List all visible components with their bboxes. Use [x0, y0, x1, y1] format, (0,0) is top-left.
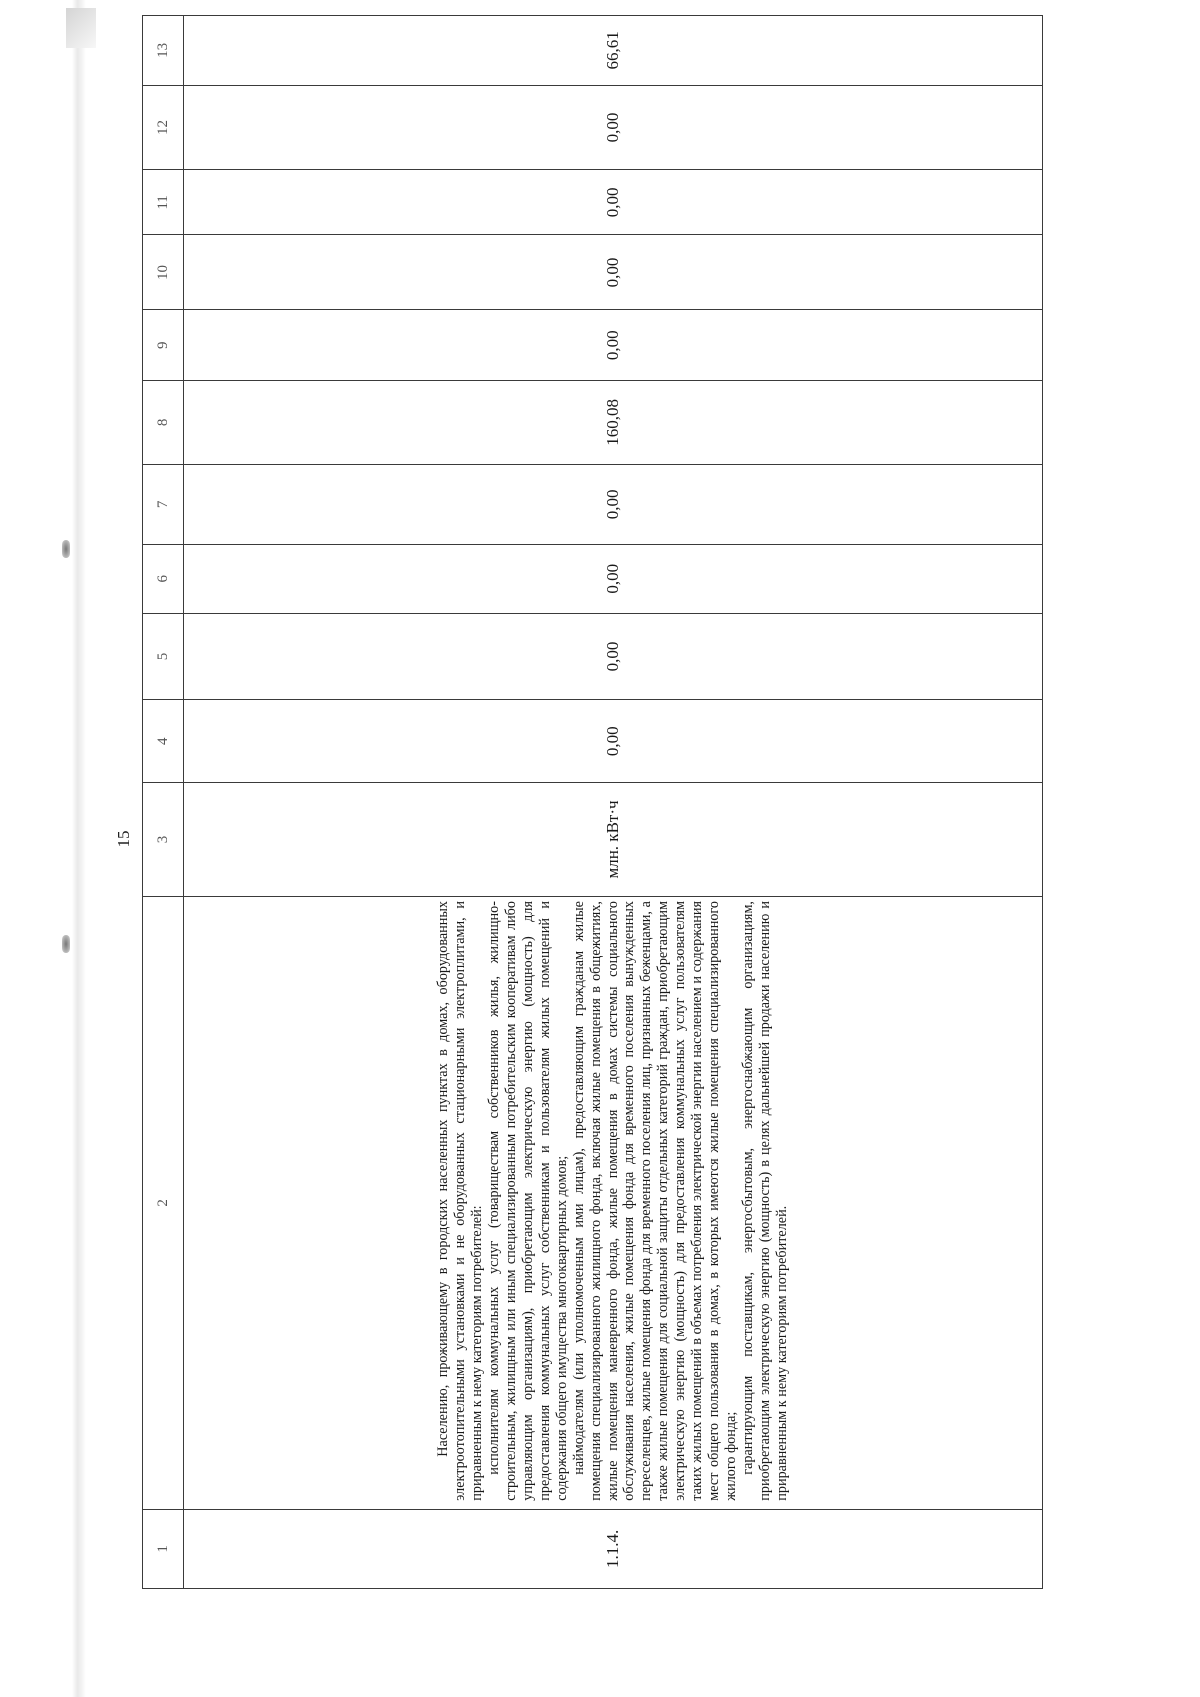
column-header: 11 [143, 170, 184, 235]
column-header: 7 [143, 464, 184, 544]
value-text: 0,00 [603, 330, 622, 361]
row-code: 1.1.4. [184, 1509, 1043, 1588]
column-header: 9 [143, 310, 184, 381]
column-header: 3 [143, 782, 184, 896]
table-row [184, 16, 1043, 1589]
table-header-row [143, 16, 184, 1589]
value-cell [184, 85, 1043, 170]
description-paragraph: Населению, проживающему в городских населенных пунктах в домах, оборудованных электроотопительными установками и не оборудованных стационарными электроплитами, и приравненным к нему категориям потребителей: [435, 901, 486, 1501]
value-text: 160,08 [603, 399, 622, 446]
column-header: 6 [143, 545, 184, 613]
rotated-sheet [114, 15, 1030, 1589]
page-number: 15 [114, 830, 133, 848]
column-header: 5 [143, 613, 184, 700]
column-header: 10 [143, 235, 184, 310]
value-cell [184, 16, 1043, 86]
value-text: 0,00 [603, 257, 622, 288]
value-cell [184, 613, 1043, 700]
value-text: 66,61 [603, 31, 622, 70]
column-header: 8 [143, 381, 184, 465]
value-text: 0,00 [603, 112, 622, 143]
column-header: 1 [143, 1509, 184, 1588]
value-text: 0,00 [603, 726, 622, 757]
value-cell [184, 310, 1043, 381]
column-header: 4 [143, 700, 184, 783]
description-paragraph: наймодателям (или уполномоченным ими лицам), предоставляющим гражданам жилые помещения специализированного жилищного фонда, включая жилые помещения в общежитиях, жилые помещения маневренного фонда, жилые помещения в домах системы социального обслуживания населения, жилые помещения фонда для временного поселения вынужденных переселенцев, жилые помещения фонда для временного поселения лиц, признанных беженцами, а также жилые помещения для социальной защиты отдельных категорий граждан, приобретающим электрическую энергию (мощность) для предоставления коммунальных услуг пользователям таких жилых помещений в объемах потребления электрической энергии населением и содержания мест общего пользования в домах, в которых имеются жилые помещения специализированного жилого фонда; [570, 901, 739, 1501]
column-header: 2 [143, 897, 184, 1510]
value-cell [184, 235, 1043, 310]
column-header: 12 [143, 85, 184, 170]
binder-hole-mark [62, 540, 70, 558]
description-paragraph: исполнителям коммунальных услуг (товариществам собственников жилья, жилищно-строительным, жилищным или иным специализированным потребительским кооперативам либо управляющим организациям), приобретающим электрическую энергию (мощность) для предоставления коммунальных услуг собственникам и пользователям жилых помещений и содержания общего имущества многоквартирных домов; [486, 901, 570, 1501]
value-text: 0,00 [603, 489, 622, 520]
scan-corner-shadow [66, 8, 96, 48]
description-paragraph: гарантирующим поставщикам, энергосбытовым, энергоснабжающим организациям, приобретающим электрическую энергию (мощность) в целях дальнейшей продажи населению и приравненным к нему категориям потребителей. [739, 901, 790, 1501]
value-text: 0,00 [603, 641, 622, 672]
value-cell [184, 170, 1043, 235]
value-text: 0,00 [603, 187, 622, 218]
value-text: 0,00 [603, 563, 622, 594]
scan-edge-shadow [72, 0, 86, 1697]
value-cell [184, 545, 1043, 613]
row-description [184, 897, 1043, 1510]
value-cell [184, 381, 1043, 465]
unit-cell: млн. кВт·ч [184, 782, 1043, 896]
column-header: 13 [143, 16, 184, 86]
value-cell [184, 700, 1043, 783]
value-cell [184, 464, 1043, 544]
tariff-table [142, 15, 1043, 1589]
binder-hole-mark [62, 935, 70, 953]
